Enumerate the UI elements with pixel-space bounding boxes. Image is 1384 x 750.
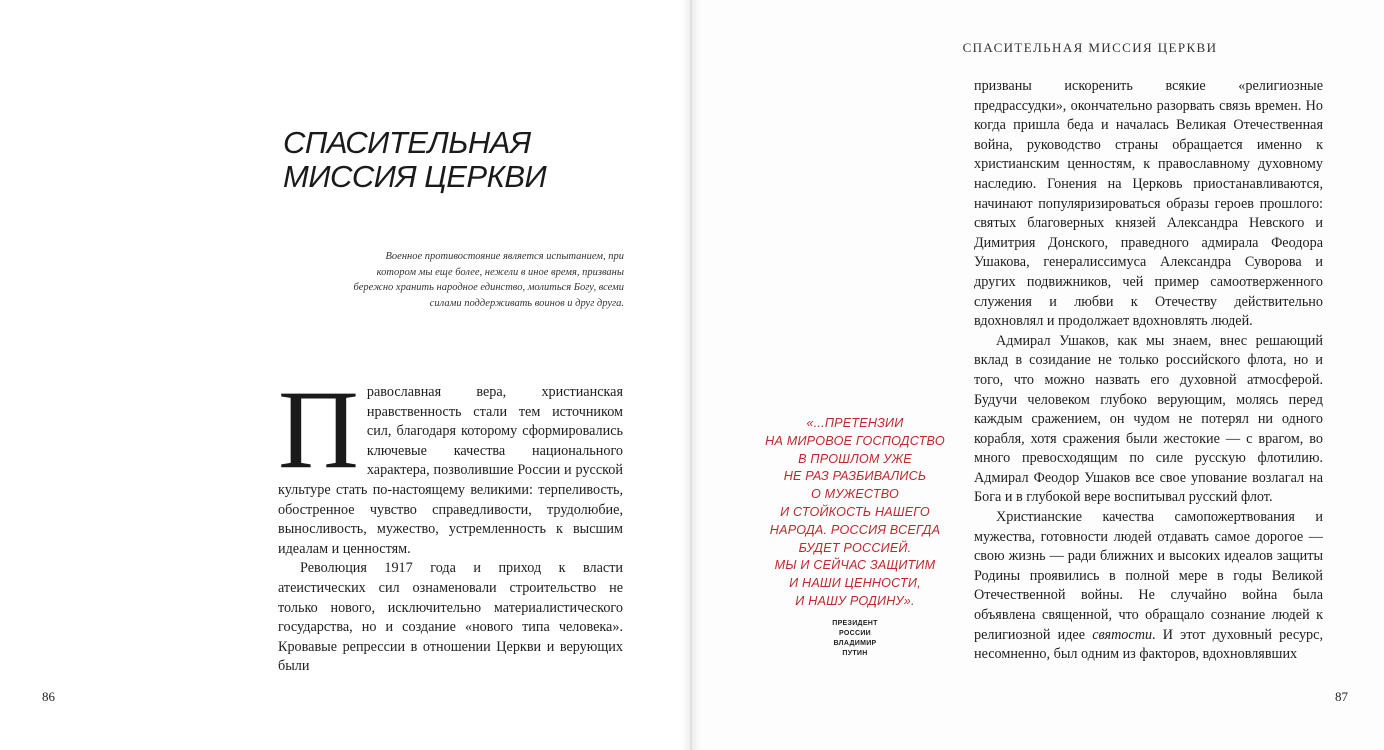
book-gutter-shadow [681, 0, 701, 750]
quote-line: «...ПРЕТЕНЗИИ [806, 416, 904, 430]
quote-line: НАРОДА. РОССИЯ ВСЕГДА [769, 522, 941, 537]
left-page [0, 0, 690, 750]
attribution-line: РОССИИ [839, 630, 871, 637]
right-paragraph-3-text-end: . И этот духовный ресурс, несомненно, был одним из факторов, вдохновлявших [974, 626, 1323, 663]
attribution-line: ВЛАДИМИР [833, 640, 877, 647]
chapter-title-line-1: СПАСИТЕЛЬНАЯ [283, 125, 531, 160]
right-paragraph-1: призваны искоренить всякие «религиозные предрассудки», окончательно разорвать связь времен. Но когда пришла беда и началась Великая Отечественная война, руководство страны обращается именно к христианским ценностям, к православному духовному наследию. Гонения на Церковь приостанавливаются, начинают популяризироваться образы героев прошлого: святых благоверных князей Александра Невского и Димитрия Донского, праведного адмирала Феодора Ушакова, генералиссимуса Александра Суворова и других подвижников, чей пример самоотверженного служения и любви к Отечеству действительно вдохновлял и продолжает вдохновлять людей. [974, 78, 1323, 330]
quote-attribution [800, 619, 910, 659]
left-paragraph-2: Революция 1917 года и приход к власти атеистических сил ознаменовали строительство не только нового, исключительно материалистического государства, но и создание «нового типа человека». Кровавые репрессии в отношении Церкви и верующих были [278, 560, 623, 675]
epigraph: Военное противостояние является испытанием, при котором мы еще более, нежели в иное время, призваны бережно хранить народное единство, молиться Богу, всеми силами поддерживать воинов и друг друга. [353, 251, 624, 309]
right-paragraph-2: Адмирал Ушаков, как мы знаем, внес решающий вклад в созидание не только российского флота, но и того, что можно назвать его духовной атмосферой. Будучи человеком глубоко верующим, молясь перед каждым сражением, он чудом не потерял ни одного корабля, хотя сражения были жестокие — с врагом, во много превосходящим по силе русскую флотилию. Адмирал Феодор Ушаков все свое упование возлагал на Бога и в глубокой вере воспитывал русский флот. [974, 332, 1323, 506]
left-body-text [278, 368, 623, 677]
attribution-line: ПРЕЗИДЕНТ [832, 620, 878, 627]
right-body-text [974, 77, 1323, 665]
right-paragraph-3-text: Христианские качества самопожертвования и мужества, готовности людей отдавать самое дорогое — свою жизнь — ради ближних и высоких идеалов защиты Родины проявились в полной мере в годы Великой Отечественной войны. Не случайно война была объявлена священной, что обращало сознание людей к религиозной идее [974, 509, 1323, 643]
left-paragraph-1 [278, 368, 623, 559]
attribution-line: ПУТИН [842, 650, 868, 657]
left-paragraph-1-text: равославная вера, христианская нравственность стали тем источником сил, благодаря которому сформировались ключевые качества национального характера, позволившие России и русской культуре стать по-настоящему великими: терпеливость, обостренное чувство справедливости, трудолюбие, выносливость, мужество, устремленность к высшим идеалам и ценностям. [278, 384, 623, 557]
quote-line: О МУЖЕСТВО [810, 487, 900, 502]
quote-line: МЫ И СЕЙЧАС ЗАЩИТИМ [774, 558, 936, 573]
drop-cap: П [278, 368, 359, 492]
quote-line: БУДЕТ РОССИЕЙ. [798, 540, 912, 555]
page-number-right: 87 [1335, 689, 1348, 704]
quote-line: И НАШУ РОДИНУ». [795, 593, 915, 608]
page-number-left: 86 [42, 689, 55, 704]
right-paragraph-3 [974, 508, 1323, 665]
emphasis-word: святости [1092, 626, 1153, 643]
running-head: СПАСИТЕЛЬНАЯ МИССИЯ ЦЕРКВИ [962, 40, 1218, 55]
quote-line: НЕ РАЗ РАЗБИВАЛИСЬ [783, 469, 927, 484]
quote-line: В ПРОШЛОМ УЖЕ [798, 451, 912, 466]
quote-line: И НАШИ ЦЕННОСТИ, [789, 576, 921, 591]
chapter-title-line-2: МИССИЯ ЦЕРКВИ [283, 159, 547, 194]
pull-quote [760, 415, 950, 611]
quote-line: НА МИРОВОЕ ГОСПОДСТВО [765, 433, 945, 448]
right-page [690, 0, 1384, 750]
chapter-title [283, 126, 663, 194]
quote-line: И СТОЙКОСТЬ НАШЕГО [780, 504, 930, 519]
